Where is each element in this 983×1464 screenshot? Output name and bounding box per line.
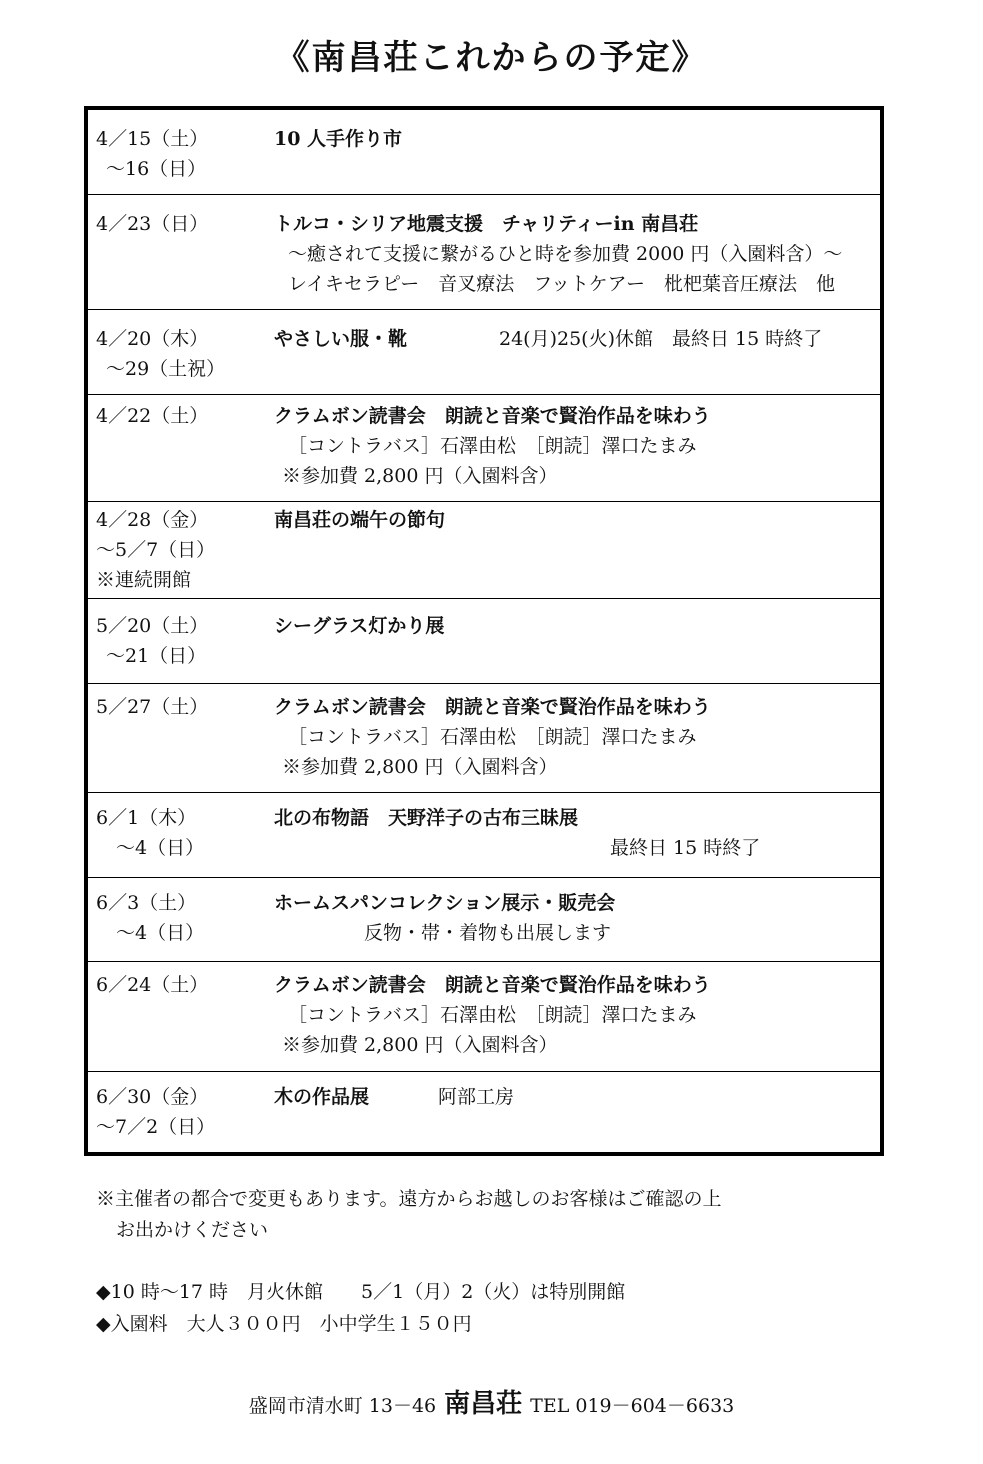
schedule-row — [88, 309, 880, 394]
date-start: 4／28（金） — [96, 509, 209, 531]
date-end: ～16（日） — [106, 158, 207, 180]
event-detail: ［コントラバス］石澤由松 ［朗読］澤口たまみ — [288, 435, 697, 457]
row-date — [96, 124, 208, 184]
row-date — [96, 324, 225, 384]
row-date — [96, 505, 215, 595]
event-detail: レイキセラピー 音叉療法 フットケアー 枇杷葉音圧療法 他 — [288, 273, 836, 295]
event-detail: ［コントラバス］石澤由松 ［朗読］澤口たまみ — [288, 726, 697, 748]
date-end: ～5／7（日） — [96, 539, 216, 561]
event-fee: ※参加費 2,800 円（入園料含） — [282, 756, 558, 778]
schedule-row — [88, 501, 880, 598]
footer — [0, 1383, 983, 1420]
schedule-row — [88, 961, 880, 1071]
date-start: 4／20（木） — [96, 328, 209, 350]
schedule-table — [84, 106, 884, 1156]
row-date — [96, 611, 208, 671]
date-note: ※連続開館 — [96, 569, 192, 591]
page-title: 《南昌荘これからの予定》 — [275, 38, 708, 78]
event-detail: ［コントラバス］石澤由松 ［朗読］澤口たまみ — [288, 1004, 697, 1026]
opening-hours: ◆10 時～17 時 月火休館 5／1（月）2（火）は特別開館 — [96, 1281, 626, 1303]
date-start: 4／23（日） — [96, 213, 209, 235]
event-fee: ※参加費 2,800 円（入園料含） — [282, 1034, 558, 1056]
date-end: ～4（日） — [116, 922, 205, 944]
date-end: ～29（土祝） — [106, 358, 226, 380]
change-notice: ※主催者の都合で変更もあります。遠方からお越しのお客様はご確認の上 — [96, 1188, 722, 1210]
schedule-row — [88, 1071, 880, 1152]
schedule-row — [88, 110, 880, 194]
event-detail: 阿部工房 — [438, 1086, 515, 1108]
row-date — [96, 692, 208, 722]
date-end: ～21（日） — [106, 645, 207, 667]
row-date — [96, 888, 204, 948]
event-title: クラムボン読書会 朗読と音楽で賢治作品を味わう — [274, 696, 711, 718]
row-event — [274, 1082, 515, 1112]
schedule-row — [88, 877, 880, 961]
event-detail: 反物・帯・着物も出展します — [364, 922, 612, 944]
schedule-row — [88, 394, 880, 501]
date-start: 6／24（土） — [96, 974, 209, 996]
event-title: 10 人手作り市 — [274, 128, 403, 150]
date-start: 4／15（土） — [96, 128, 209, 150]
event-detail: 24(月)25(火)休館 最終日 15 時終了 — [499, 328, 823, 350]
date-end: ～7／2（日） — [96, 1116, 216, 1138]
admission-fee: ◆入園料 大人３００円 小中学生１５０円 — [96, 1313, 472, 1335]
row-date — [96, 803, 204, 863]
row-event — [274, 324, 823, 354]
event-title: 北の布物語 天野洋子の古布三昧展 — [274, 807, 579, 829]
date-start: 5／27（土） — [96, 696, 209, 718]
row-date — [96, 209, 208, 239]
change-notice-cont: お出かけください — [116, 1219, 269, 1241]
date-start: 6／3（土） — [96, 892, 197, 914]
footer-org-name: 南昌荘 — [444, 1389, 523, 1419]
row-event — [274, 611, 444, 641]
event-title: 木の作品展 — [274, 1086, 370, 1108]
schedule-row — [88, 598, 880, 683]
event-detail: 最終日 15 時終了 — [610, 837, 761, 859]
date-start: 6／1（木） — [96, 807, 197, 829]
event-title: シーグラス灯かり展 — [274, 615, 445, 637]
date-end: ～4（日） — [116, 837, 205, 859]
date-start: 5／20（土） — [96, 615, 209, 637]
event-title: ホームスパンコレクション展示・販売会 — [274, 892, 616, 914]
event-title: クラムボン読書会 朗読と音楽で賢治作品を味わう — [274, 974, 711, 996]
row-date — [96, 1082, 215, 1142]
event-title: クラムボン読書会 朗読と音楽で賢治作品を味わう — [274, 405, 711, 427]
footer-address: 盛岡市清水町 13－46 — [248, 1395, 437, 1417]
row-event — [274, 803, 760, 863]
row-event — [274, 401, 711, 491]
footer-tel: TEL 019－604－6633 — [530, 1395, 735, 1417]
schedule-row — [88, 792, 880, 877]
row-event — [274, 692, 711, 782]
event-title: トルコ・シリア地震支援 チャリティーin 南昌荘 — [274, 213, 699, 235]
event-title: やさしい服・靴 — [274, 328, 408, 350]
row-event — [274, 888, 615, 948]
row-event — [274, 970, 711, 1060]
event-title: 南昌荘の端午の節句 — [274, 509, 446, 531]
row-date — [96, 401, 208, 431]
event-fee: ※参加費 2,800 円（入園料含） — [282, 465, 558, 487]
row-event — [274, 505, 445, 535]
row-event — [274, 209, 842, 299]
schedule-row — [88, 683, 880, 792]
date-start: 4／22（土） — [96, 405, 209, 427]
row-event — [274, 124, 402, 154]
date-start: 6／30（金） — [96, 1086, 209, 1108]
event-detail: ～癒されて支援に繋がるひと時を参加費 2000 円（入園料含）～ — [288, 243, 843, 265]
row-date — [96, 970, 208, 1000]
schedule-row — [88, 194, 880, 309]
